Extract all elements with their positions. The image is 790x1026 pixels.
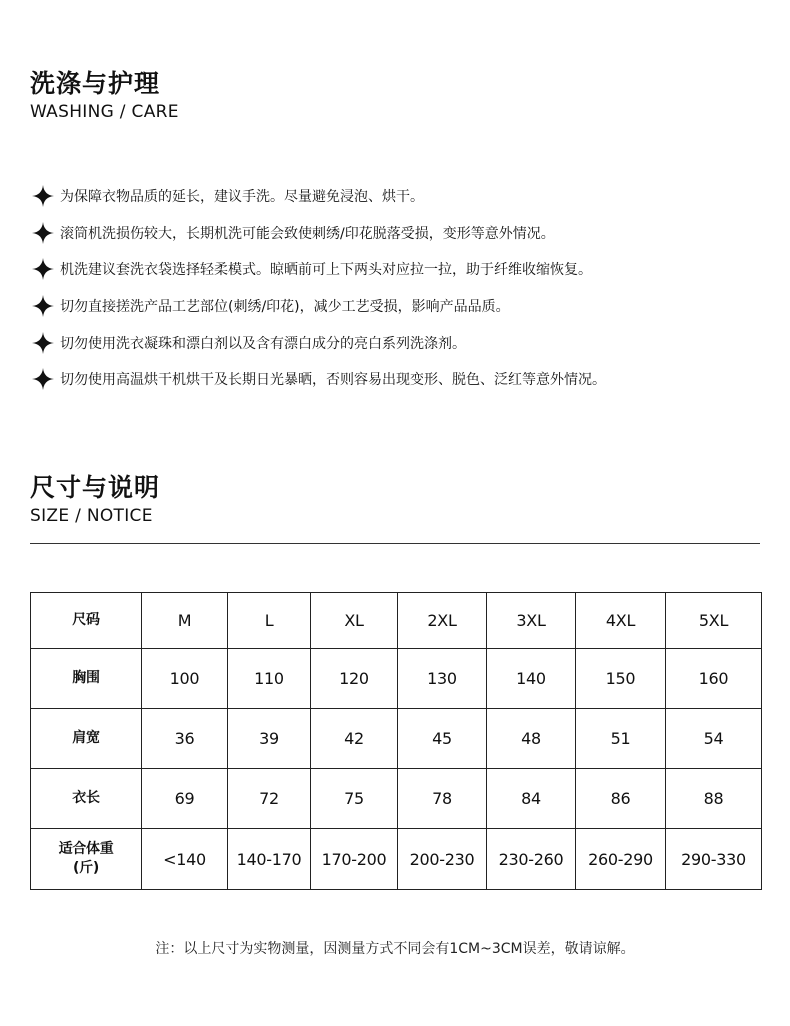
care-item [32, 178, 772, 215]
row-label-line: 适合体重 [58, 841, 114, 858]
four-point-star-icon [32, 222, 54, 244]
header-cell: 尺码 [31, 593, 142, 649]
care-item-text: 切勿直接搓洗产品工艺部位(刺绣/印花)，减少工艺受损，影响产品品质。 [60, 299, 510, 316]
table-cell: 260-290 [576, 829, 666, 890]
row-label [31, 829, 142, 890]
table-cell: 150 [576, 649, 666, 709]
table-cell: 84 [487, 769, 576, 829]
table-row [31, 829, 762, 890]
care-item-text: 滚筒机洗损伤较大，长期机洗可能会致使刺绣/印花脱落受损，变形等意外情况。 [60, 225, 555, 242]
table-cell: 69 [142, 769, 228, 829]
row-label: 衣长 [31, 769, 142, 829]
size-section-title: 尺寸与说明 [30, 473, 161, 502]
care-item-text: 切勿使用高温烘干机烘干及长期日光暴晒，否则容易出现变形、脱色、泛红等意外情况。 [60, 372, 606, 389]
table-cell: 100 [142, 649, 228, 709]
header-cell: L [228, 593, 311, 649]
table-cell: 42 [311, 709, 398, 769]
size-section-subtitle: SIZE / NOTICE [30, 506, 153, 526]
size-table [30, 592, 762, 890]
table-cell: 45 [398, 709, 487, 769]
table-cell: 110 [228, 649, 311, 709]
care-item [32, 324, 772, 361]
four-point-star-icon [32, 185, 54, 207]
header-cell: M [142, 593, 228, 649]
care-item [32, 251, 772, 288]
table-cell: 51 [576, 709, 666, 769]
four-point-star-icon [32, 258, 54, 280]
table-cell: 86 [576, 769, 666, 829]
table-cell: 88 [666, 769, 762, 829]
four-point-star-icon [32, 332, 54, 354]
table-cell: 230-260 [487, 829, 576, 890]
table-cell: 130 [398, 649, 487, 709]
table-cell: 290-330 [666, 829, 762, 890]
care-item [32, 215, 772, 252]
section-divider [30, 543, 760, 544]
row-label: 肩宽 [31, 709, 142, 769]
table-cell: 75 [311, 769, 398, 829]
care-item-text: 切勿使用洗衣凝珠和漂白剂以及含有漂白成分的亮白系列洗涤剂。 [60, 335, 466, 352]
care-item-text: 为保障衣物品质的延长，建议手洗。尽量避免浸泡、烘干。 [60, 189, 424, 206]
header-cell: 5XL [666, 593, 762, 649]
table-cell: 72 [228, 769, 311, 829]
care-item-text: 机洗建议套洗衣袋选择轻柔模式。晾晒前可上下两头对应拉一拉，助于纤维收缩恢复。 [60, 262, 592, 279]
table-cell: 160 [666, 649, 762, 709]
table-cell: 200-230 [398, 829, 487, 890]
care-section-title: 洗涤与护理 [30, 69, 161, 98]
table-cell: 170-200 [311, 829, 398, 890]
four-point-star-icon [32, 368, 54, 390]
table-cell: 140-170 [228, 829, 311, 890]
table-row [31, 769, 762, 829]
row-label: 胸围 [31, 649, 142, 709]
table-cell: 36 [142, 709, 228, 769]
table-header-row [31, 593, 762, 649]
header-cell: 2XL [398, 593, 487, 649]
table-cell: 78 [398, 769, 487, 829]
care-section-subtitle: WASHING / CARE [30, 102, 179, 122]
care-item [32, 361, 772, 398]
measurement-note: 注：以上尺寸为实物测量，因测量方式不同会有1CM~3CM误差，敬请谅解。 [155, 941, 635, 957]
table-cell: 54 [666, 709, 762, 769]
header-cell: 4XL [576, 593, 666, 649]
table-cell: 48 [487, 709, 576, 769]
header-cell: 3XL [487, 593, 576, 649]
care-item [32, 288, 772, 325]
table-cell: <140 [142, 829, 228, 890]
table-row [31, 649, 762, 709]
table-row [31, 709, 762, 769]
header-cell: XL [311, 593, 398, 649]
row-label-line: (斤) [73, 860, 99, 876]
table-cell: 39 [228, 709, 311, 769]
care-instructions-list [32, 178, 772, 398]
table-cell: 140 [487, 649, 576, 709]
table-cell: 120 [311, 649, 398, 709]
four-point-star-icon [32, 295, 54, 317]
